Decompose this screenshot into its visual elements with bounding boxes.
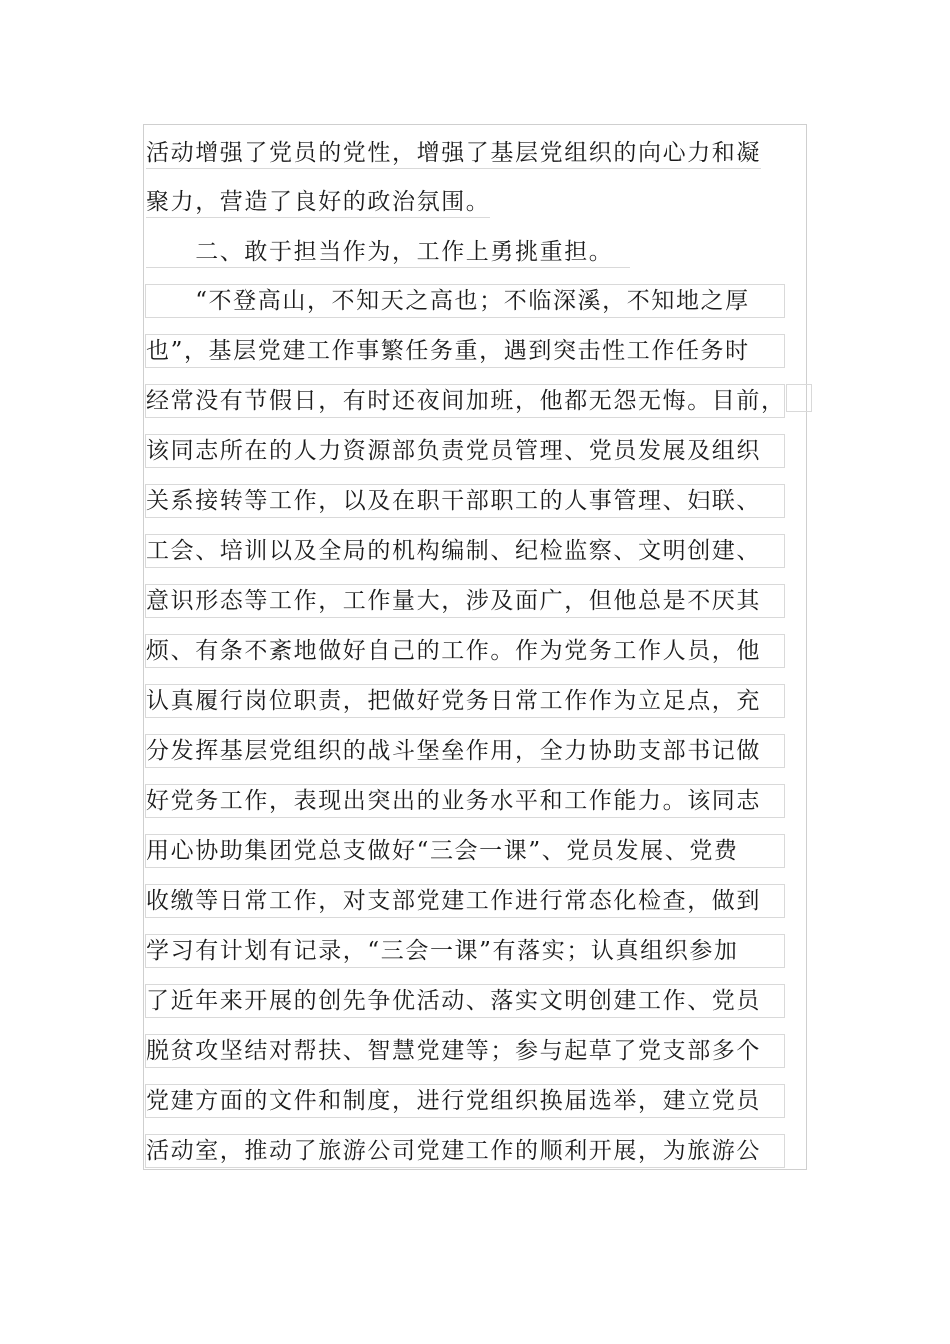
text-line: 了近年来开展的创先争优活动、落实文明创建工作、党员 — [145, 984, 785, 1018]
section-heading: 二、敢于担当作为，工作上勇挑重担。 — [146, 237, 630, 268]
text-line: 党建方面的文件和制度，进行党组织换届选举，建立党员 — [145, 1084, 785, 1118]
text-line: 关系接转等工作，以及在职干部职工的人事管理、妇联、 — [145, 484, 785, 518]
overflow-marker — [786, 384, 812, 412]
text-line: 经常没有节假日，有时还夜间加班，他都无怨无悔。目前， — [145, 384, 785, 418]
text-line: 活动室，推动了旅游公司党建工作的顺利开展，为旅游公 — [145, 1134, 785, 1168]
text-line: 活动增强了党员的党性，增强了基层党组织的向心力和凝 — [146, 138, 761, 169]
text-line: 聚力，营造了良好的政治氛围。 — [146, 187, 490, 218]
text-line: 分发挥基层党组织的战斗堡垒作用，全力协助支部书记做 — [145, 734, 785, 768]
text-line: 烦、有条不紊地做好自己的工作。作为党务工作人员，他 — [145, 634, 785, 668]
text-line: 认真履行岗位职责，把做好党务日常工作作为立足点，充 — [145, 684, 785, 718]
text-line: 好党务工作，表现出突出的业务水平和工作能力。该同志 — [145, 784, 785, 818]
text-line: 该同志所在的人力资源部负责党员管理、党员发展及组织 — [145, 434, 785, 468]
text-line: 工会、培训以及全局的机构编制、纪检监察、文明创建、 — [145, 534, 785, 568]
text-line: 收缴等日常工作，对支部党建工作进行常态化检查，做到 — [145, 884, 785, 918]
text-line: 意识形态等工作，工作量大，涉及面广，但他总是不厌其 — [145, 584, 785, 618]
text-line: 也”，基层党建工作事繁任务重，遇到突击性工作任务时 — [145, 334, 785, 368]
text-line: 学习有计划有记录，“三会一课”有落实；认真组织参加 — [145, 934, 785, 968]
text-line: 脱贫攻坚结对帮扶、智慧党建等；参与起草了党支部多个 — [145, 1034, 785, 1068]
text-line: 用心协助集团党总支做好“三会一课”、党员发展、党费 — [145, 834, 785, 868]
text-line: “不登高山，不知天之高也；不临深溪，不知地之厚 — [145, 284, 785, 318]
